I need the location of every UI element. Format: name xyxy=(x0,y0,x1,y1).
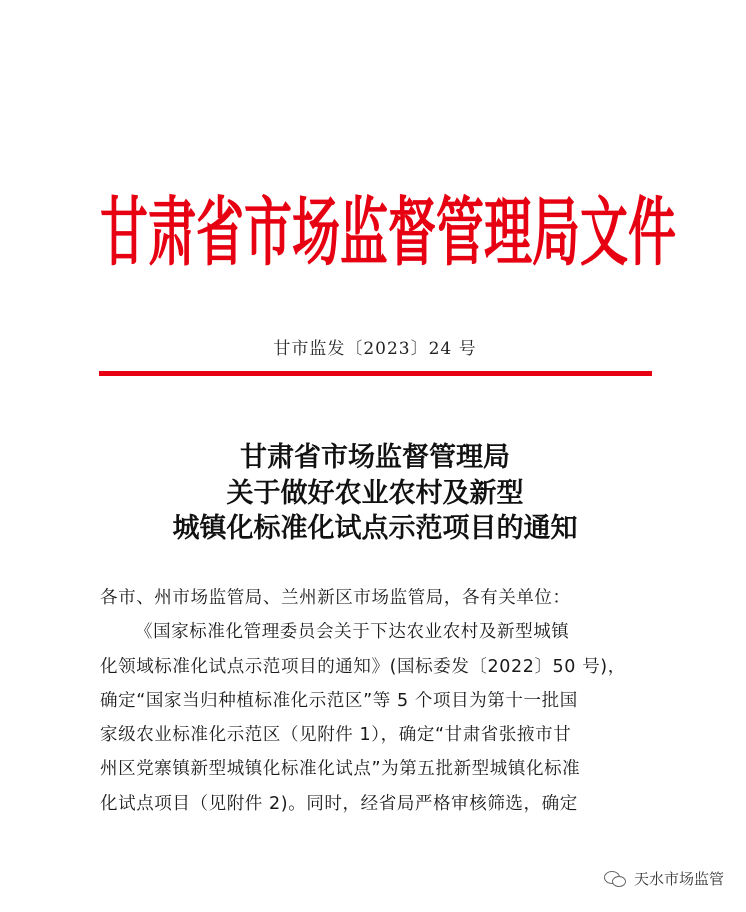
watermark-text: 天水市场监管 xyxy=(633,870,724,888)
body-line: 家级农业标准化示范区（见附件 1），确定“甘肃省张掖市甘 xyxy=(100,725,572,746)
body-line: 化领域标准化试点示范项目的通知》(国标委发〔2022〕50 号)， xyxy=(100,656,626,677)
body-line: 州区党寨镇新型城镇化标准化试点”为第五批新型城镇化标准 xyxy=(100,759,581,780)
notice-title-line: 关于做好农业农村及新型 xyxy=(226,477,524,509)
notice-body xyxy=(100,581,652,821)
red-separator-line xyxy=(99,371,652,376)
body-line: 《国家标准化管理委员会关于下达农业农村及新型城镇 xyxy=(135,622,570,643)
notice-title-line: 城镇化标准化试点示范项目的通知 xyxy=(172,513,578,544)
notice-title xyxy=(100,440,650,547)
notice-title-line: 甘肃省市场监督管理局 xyxy=(240,442,510,473)
salutation-line: 各市、州市场监管局、兰州新区市场监管局，各有关单位： xyxy=(100,588,571,608)
wechat-icon xyxy=(604,870,626,888)
body-line: 化试点项目（见附件 2)。同时，经省局严格审核筛选，确定 xyxy=(100,793,578,814)
source-watermark xyxy=(600,866,728,891)
document-number: 甘市监发〔2023〕24 号 xyxy=(273,339,477,359)
body-line: 确定“国家当归种植标准化示范区”等 5 个项目为第十一批国 xyxy=(100,690,578,711)
issuer-header-title: 甘肃省市场监督管理局文件 xyxy=(100,189,677,277)
